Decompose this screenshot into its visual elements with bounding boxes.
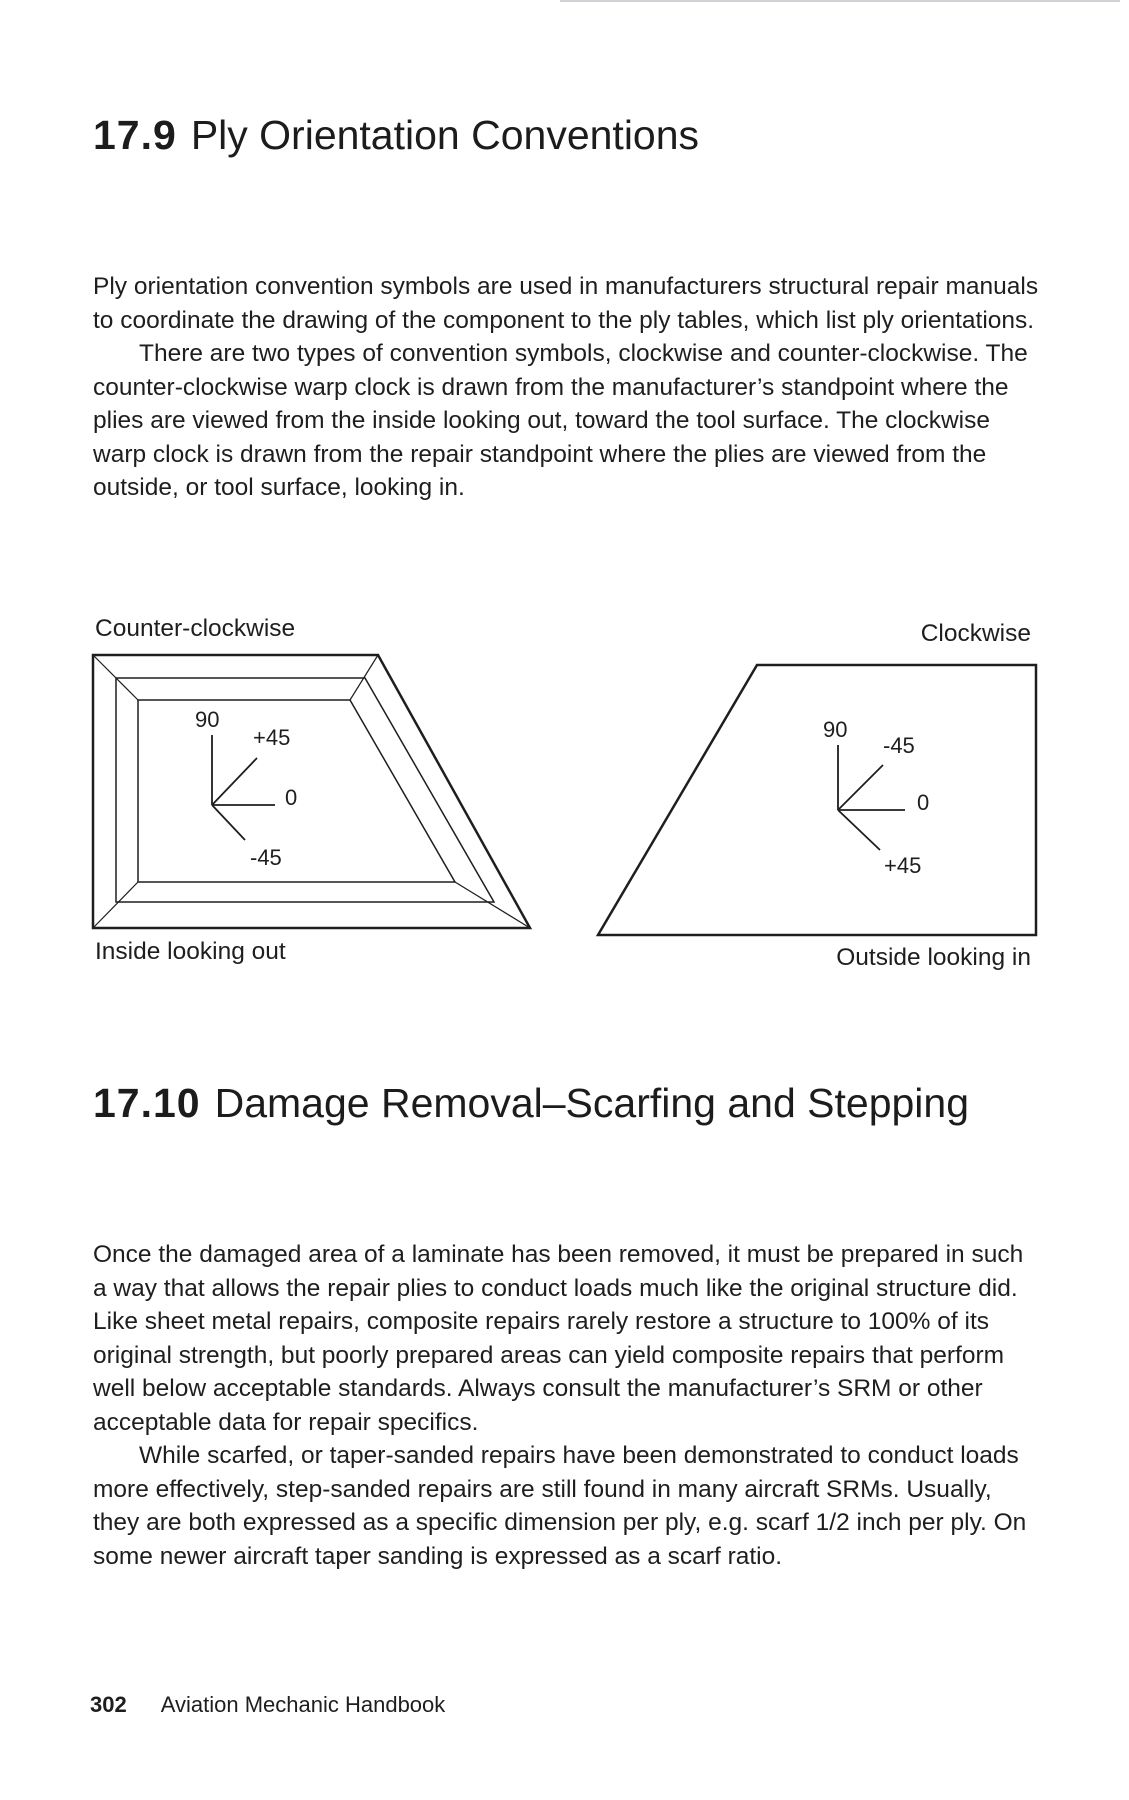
label-minus-45: -45 — [250, 845, 282, 870]
section-17-10-body — [93, 1238, 1043, 1573]
paragraph: Ply orientation convention symbols are used in manufacturers structural repair manuals to coordinate the drawing of the component to the ply tables, which list ply orientations. — [93, 273, 1039, 334]
label-minus-45: -45 — [883, 733, 915, 758]
label-plus-45: +45 — [253, 725, 291, 750]
figure-left-caption: Inside looking out — [95, 938, 286, 965]
axis-plus-45 — [212, 758, 257, 805]
figure-right-title: Clockwise — [920, 620, 1031, 647]
section-number: 17.9 — [93, 112, 177, 158]
label-plus-45: +45 — [884, 853, 922, 878]
ply-orientation-diagram — [0, 640, 1129, 940]
top-edge-rule — [560, 0, 1120, 2]
figure-right-caption: Outside looking in — [836, 944, 1031, 971]
clockwise-labels — [823, 717, 929, 878]
section-17-9-body — [93, 270, 1043, 505]
book-title: Aviation Mechanic Handbook — [160, 1692, 446, 1717]
paragraph: While scarfed, or taper-sanded repairs have been demonstrated to conduct loads more effectively, step-sanded repairs are still found in many aircraft SRMs. Usually, they are both expressed as a specific dimension per ply, e.g. scarf 1/2 inch per ply. On some newer aircraft taper sanding is expressed as a scarf ratio. — [93, 1442, 1027, 1570]
section-heading-17-9 — [93, 112, 699, 159]
page-number: 302 — [90, 1692, 127, 1717]
axis-plus-45 — [838, 810, 880, 850]
axis-minus-45 — [212, 805, 245, 840]
section-heading-17-10 — [93, 1080, 969, 1127]
label-90: 90 — [823, 717, 848, 742]
paragraph: There are two types of convention symbols, clockwise and counter-clockwise. The counter-clockwise warp clock is drawn from the manufacturer’s standpoint where the plies are viewed from the inside looking out, toward the tool surface. The clockwise warp clock is drawn from the repair standpoint where the plies are viewed from the outside, or tool surface, looking in. — [93, 340, 1028, 501]
clockwise-diagram — [598, 665, 1036, 935]
outer-frame — [598, 665, 1036, 935]
label-0: 0 — [285, 785, 298, 810]
counter-clockwise-diagram — [93, 655, 530, 928]
paragraph: Once the damaged area of a laminate has been removed, it must be prepared in such a way that allows the repair plies to conduct loads much like the original structure did. Like sheet metal repairs, composite repairs rarely restore a structure to 100% of its original strength, but poorly prepared areas can yield composite repairs that perform well below acceptable standards. Always consult the manufacturer’s SRM or other acceptable data for repair specifics. — [93, 1241, 1024, 1436]
figure-left-title: Counter-clockwise — [95, 615, 296, 642]
counter-clockwise-labels — [195, 707, 297, 870]
page-footer — [90, 1692, 445, 1718]
label-90: 90 — [195, 707, 220, 732]
label-0: 0 — [917, 790, 930, 815]
frame-bevel — [116, 678, 494, 902]
axis-minus-45 — [838, 765, 883, 810]
bevel-corner — [455, 882, 530, 928]
section-title: Damage Removal–Scarfing and Stepping — [214, 1080, 970, 1126]
section-number: 17.10 — [93, 1080, 201, 1126]
section-title: Ply Orientation Conventions — [190, 112, 700, 158]
outer-frame — [93, 655, 530, 928]
